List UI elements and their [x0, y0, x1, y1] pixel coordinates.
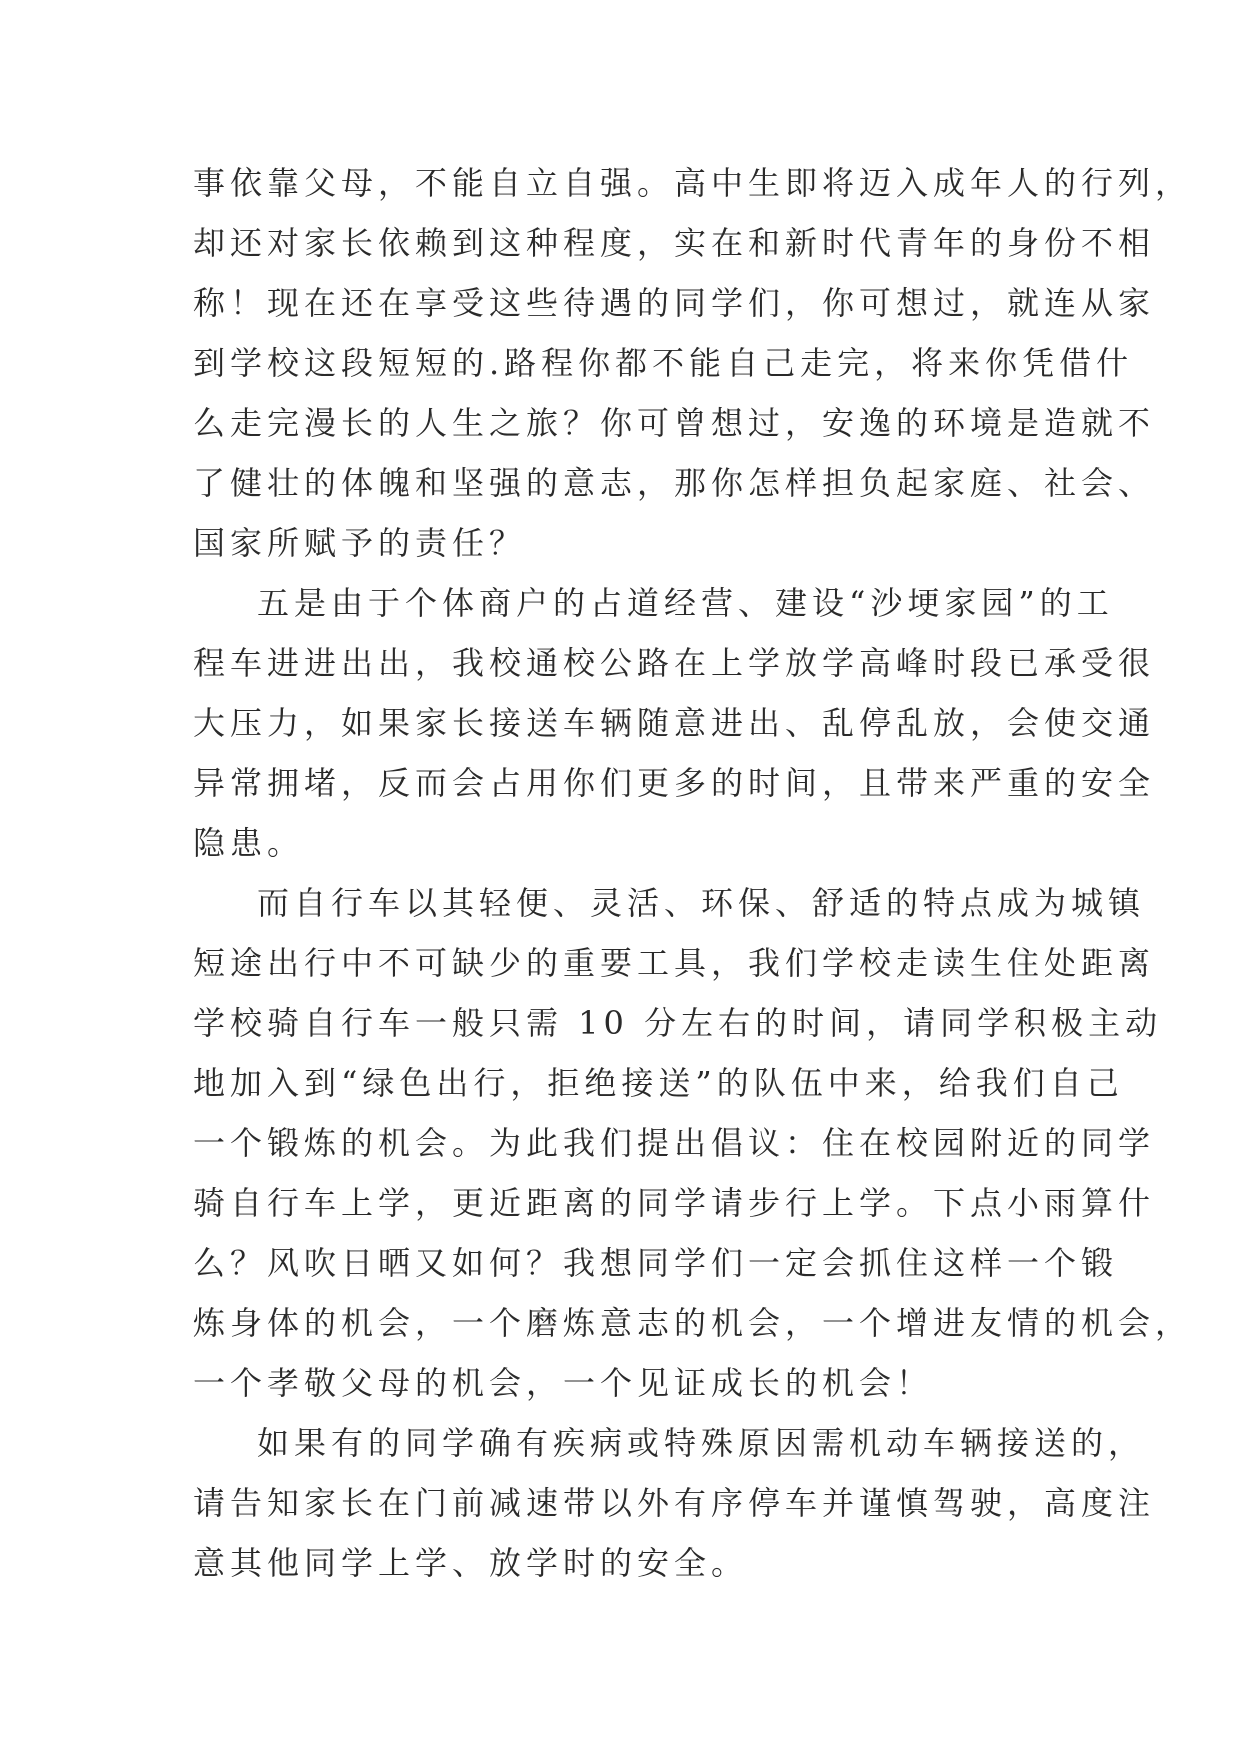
paragraph-2	[193, 573, 1156, 873]
text-line: 隐患。	[193, 824, 305, 862]
paragraph-3	[193, 873, 1193, 1413]
text-line: 炼身体的机会，一个磨炼意志的机会，一个增进友情的机会，	[193, 1304, 1193, 1342]
text-line: 一个锻炼的机会。为此我们提出倡议：住在校园附近的同学	[193, 1124, 1156, 1162]
text-line: 了健壮的体魄和坚强的意志，那你怎样担负起家庭、社会、	[193, 464, 1156, 502]
text-line: 而自行车以其轻便、灵活、环保、舒适的特点成为城镇	[257, 884, 1146, 922]
text-line: 事依靠父母，不能自立自强。高中生即将迈入成年人的行列，	[193, 164, 1193, 202]
text-line: 却还对家长依赖到这种程度，实在和新时代青年的身份不相	[193, 224, 1156, 262]
text-line: 程车进进出出，我校通校公路在上学放学高峰时段已承受很	[193, 644, 1156, 682]
text-line: 大压力，如果家长接送车辆随意进出、乱停乱放，会使交通	[193, 704, 1156, 742]
text-line: 称！现在还在享受这些待遇的同学们，你可想过，就连从家	[193, 284, 1156, 322]
text-line: 学校骑自行车一般只需 10 分左右的时间，请同学积极主动	[193, 1004, 1163, 1042]
text-line: 一个孝敬父母的机会，一个见证成长的机会！	[193, 1364, 934, 1402]
document-body	[193, 153, 1193, 1593]
text-line: 么走完漫长的人生之旅？你可曾想过，安逸的环境是造就不	[193, 404, 1156, 442]
text-line: 到学校这段短短的.路程你都不能自己走完，将来你凭借什	[193, 344, 1134, 382]
text-line: 五是由于个体商户的占道经营、建设“沙埂家园”的工	[257, 584, 1114, 622]
text-line: 异常拥堵，反而会占用你们更多的时间，且带来严重的安全	[193, 764, 1156, 802]
text-line: 意其他同学上学、放学时的安全。	[193, 1544, 749, 1582]
text-line: 骑自行车上学，更近距离的同学请步行上学。下点小雨算什	[193, 1184, 1156, 1222]
text-line: 么？风吹日晒又如何？我想同学们一定会抓住这样一个锻	[193, 1244, 1119, 1282]
text-line: 短途出行中不可缺少的重要工具，我们学校走读生住处距离	[193, 944, 1156, 982]
paragraph-1	[193, 153, 1193, 573]
text-line: 请告知家长在门前减速带以外有序停车并谨慎驾驶，高度注	[193, 1484, 1156, 1522]
text-line: 如果有的同学确有疾病或特殊原因需机动车辆接送的，	[257, 1424, 1146, 1462]
text-line: 国家所赋予的责任？	[193, 524, 527, 562]
paragraph-4	[193, 1413, 1156, 1593]
text-line: 地加入到“绿色出行，拒绝接送”的队伍中来，给我们自己	[193, 1064, 1124, 1102]
